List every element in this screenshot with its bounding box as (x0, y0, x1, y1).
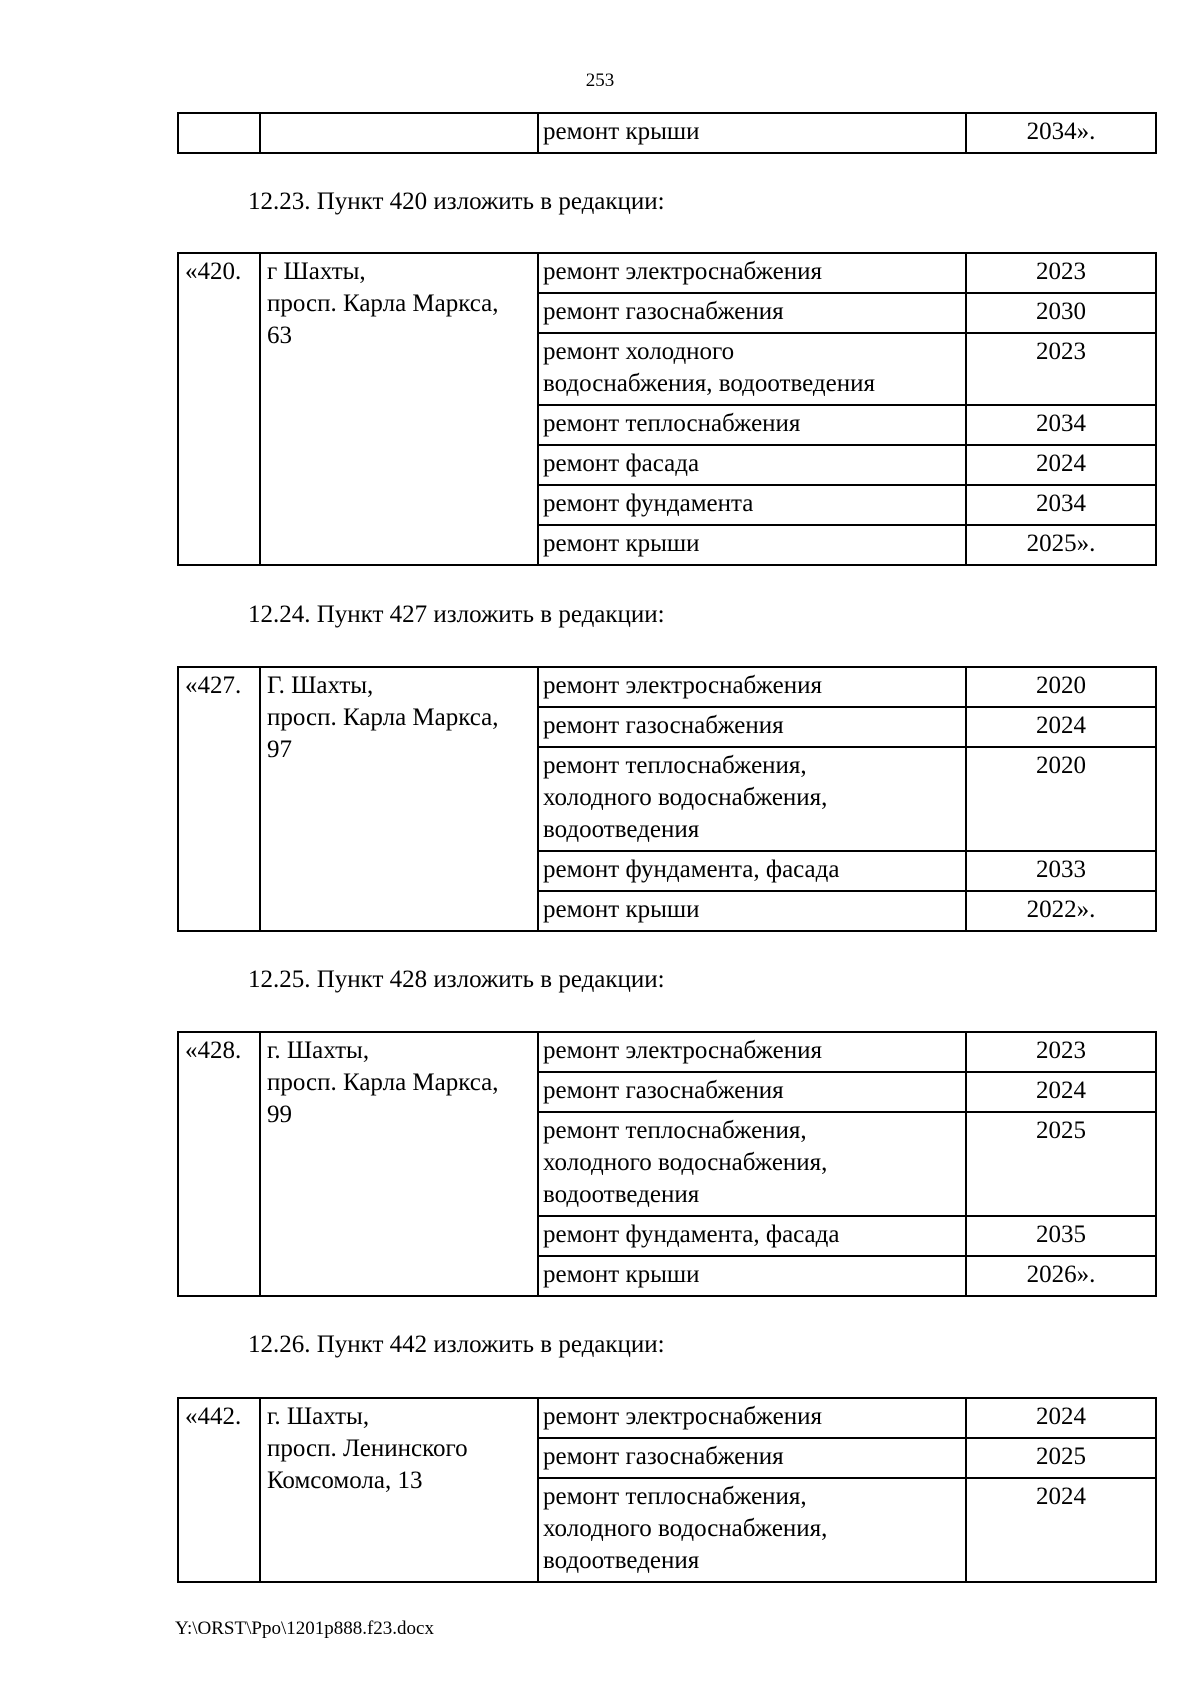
page-number: 253 (585, 70, 615, 91)
table-row (178, 667, 1156, 707)
work-cell: ремонт электроснабжения (538, 1398, 966, 1438)
year-cell: 2025 (966, 1438, 1156, 1478)
continuation-table (177, 112, 1157, 154)
table-row (178, 113, 1156, 153)
item-number: «442. (178, 1398, 260, 1582)
table-row (178, 1398, 1156, 1438)
section-heading: 12.26. Пункт 442 изложить в редакции: (248, 1331, 665, 1358)
item-table (177, 1397, 1157, 1583)
work-cell: ремонт газоснабжения (538, 707, 966, 747)
work-cell: ремонт теплоснабжения (538, 405, 966, 445)
year-cell: 2025 (966, 1112, 1156, 1216)
year-cell: 2030 (966, 293, 1156, 333)
table-row (178, 253, 1156, 293)
year-cell: 2024 (966, 1072, 1156, 1112)
item-number: «420. (178, 253, 260, 565)
work-cell: ремонт электроснабжения (538, 1032, 966, 1072)
item-table (177, 1031, 1157, 1297)
address-cell: г Шахты, просп. Карла Маркса, 63 (260, 253, 538, 565)
year-cell: 2020 (966, 667, 1156, 707)
year-cell: 2034 (966, 405, 1156, 445)
year-cell: 2024 (966, 445, 1156, 485)
number-cell (178, 113, 260, 153)
work-cell: ремонт крыши (538, 1256, 966, 1296)
year-cell: 2034». (966, 113, 1156, 153)
year-cell: 2023 (966, 253, 1156, 293)
work-cell: ремонт фундамента (538, 485, 966, 525)
year-cell: 2023 (966, 1032, 1156, 1072)
year-cell: 2023 (966, 333, 1156, 405)
work-cell: ремонт газоснабжения (538, 1438, 966, 1478)
work-cell: ремонт холодного водоснабжения, водоотведения (538, 333, 966, 405)
table-row (178, 1032, 1156, 1072)
year-cell: 2020 (966, 747, 1156, 851)
year-cell: 2022». (966, 891, 1156, 931)
item-number: «428. (178, 1032, 260, 1296)
work-cell: ремонт газоснабжения (538, 1072, 966, 1112)
item-table (177, 252, 1157, 566)
work-cell: ремонт теплоснабжения, холодного водоснабжения, водоотведения (538, 747, 966, 851)
work-cell: ремонт электроснабжения (538, 667, 966, 707)
work-cell: ремонт электроснабжения (538, 253, 966, 293)
file-path-footer: Y:\ORST\Ppo\1201p888.f23.docx (175, 1618, 434, 1639)
section-heading: 12.24. Пункт 427 изложить в редакции: (248, 601, 665, 628)
item-number: «427. (178, 667, 260, 931)
year-cell: 2025». (966, 525, 1156, 565)
address-cell (260, 113, 538, 153)
section-heading: 12.25. Пункт 428 изложить в редакции: (248, 966, 665, 993)
work-cell: ремонт газоснабжения (538, 293, 966, 333)
work-cell: ремонт фундамента, фасада (538, 851, 966, 891)
work-cell: ремонт фасада (538, 445, 966, 485)
year-cell: 2035 (966, 1216, 1156, 1256)
work-cell: ремонт крыши (538, 525, 966, 565)
year-cell: 2026». (966, 1256, 1156, 1296)
item-table (177, 666, 1157, 932)
address-cell: г. Шахты, просп. Карла Маркса, 99 (260, 1032, 538, 1296)
year-cell: 2024 (966, 1478, 1156, 1582)
year-cell: 2024 (966, 707, 1156, 747)
work-cell: ремонт теплоснабжения, холодного водоснабжения, водоотведения (538, 1478, 966, 1582)
address-cell: Г. Шахты, просп. Карла Маркса, 97 (260, 667, 538, 931)
work-cell: ремонт крыши (538, 891, 966, 931)
work-cell: ремонт крыши (538, 113, 966, 153)
work-cell: ремонт теплоснабжения, холодного водоснабжения, водоотведения (538, 1112, 966, 1216)
year-cell: 2024 (966, 1398, 1156, 1438)
year-cell: 2033 (966, 851, 1156, 891)
year-cell: 2034 (966, 485, 1156, 525)
work-cell: ремонт фундамента, фасада (538, 1216, 966, 1256)
section-heading: 12.23. Пункт 420 изложить в редакции: (248, 188, 665, 215)
address-cell: г. Шахты, просп. Ленинского Комсомола, 13 (260, 1398, 538, 1582)
